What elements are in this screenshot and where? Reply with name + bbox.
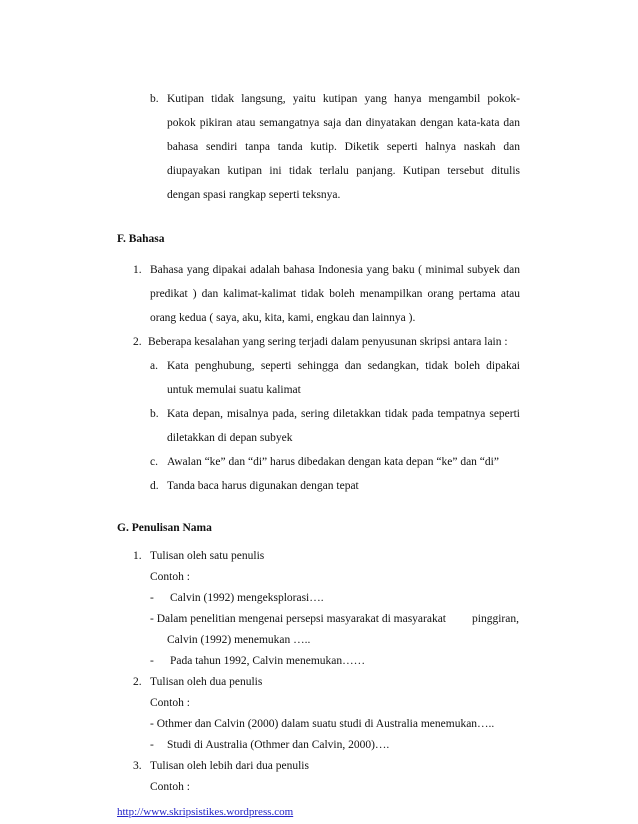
list-marker: c.: [150, 456, 158, 468]
list-marker: 2.: [133, 676, 142, 688]
paragraph-line: Kutipan tidak langsung, yaitu kutipan yang hanya mengambil pokok-: [167, 93, 520, 105]
paragraph-line: Kata depan, misalnya pada, sering diletakkan tidak pada tempatnya seperti: [167, 408, 520, 420]
example-line: Studi di Australia (Othmer dan Calvin, 2000)….: [167, 739, 390, 751]
paragraph-line: bahasa sendiri tanpa tanda kutip. Diketik seperti halnya naskah dan: [167, 141, 520, 153]
section-heading: F. Bahasa: [117, 233, 165, 245]
paragraph-line: pokok pikiran atau semangatnya saja dan dinyatakan dengan kata-kata dan: [167, 117, 520, 129]
paragraph-line: Kata penghubung, seperti sehingga dan sedangkan, tidak boleh dipakai: [167, 360, 520, 372]
list-marker: b.: [150, 93, 159, 105]
example-line: - Othmer dan Calvin (2000) dalam suatu studi di Australia menemukan…..: [150, 718, 495, 730]
paragraph-line: diupayakan kutipan ini tidak terlalu panjang. Kutipan tersebut ditulis: [167, 165, 520, 177]
example-label: Contoh :: [150, 781, 190, 793]
example-line: Calvin (1992) mengeksplorasi….: [170, 592, 324, 604]
paragraph-line: diletakkan di depan subyek: [167, 432, 293, 444]
list-marker: 2.: [133, 336, 142, 348]
dash-marker: -: [150, 655, 154, 667]
list-marker: d.: [150, 480, 159, 492]
example-line-end: pinggiran,: [472, 613, 519, 625]
list-marker: 1.: [133, 264, 142, 276]
dash-marker: -: [150, 592, 154, 604]
example-line: Pada tahun 1992, Calvin menemukan……: [170, 655, 366, 667]
paragraph-line: predikat ) dan kalimat-kalimat tidak boleh menampilkan orang pertama atau: [150, 288, 520, 300]
paragraph-line: Tulisan oleh lebih dari dua penulis: [150, 760, 309, 772]
paragraph-line: Tanda baca harus digunakan dengan tepat: [167, 480, 359, 492]
paragraph-line: Beberapa kesalahan yang sering terjadi dalam penyusunan skripsi antara lain :: [148, 336, 508, 348]
paragraph-line: untuk memulai suatu kalimat: [167, 384, 301, 396]
paragraph-line: dengan spasi rangkap seperti teksnya.: [167, 189, 341, 201]
paragraph-line: Bahasa yang dipakai adalah bahasa Indonesia yang baku ( minimal subyek dan: [150, 264, 520, 276]
list-marker: 3.: [133, 760, 142, 772]
section-heading: G. Penulisan Nama: [117, 522, 212, 534]
example-label: Contoh :: [150, 571, 190, 583]
list-marker: b.: [150, 408, 159, 420]
paragraph-line: Tulisan oleh satu penulis: [150, 550, 265, 562]
list-marker: a.: [150, 360, 158, 372]
footer-link[interactable]: http://www.skripsistikes.wordpress.com: [117, 806, 294, 818]
example-label: Contoh :: [150, 697, 190, 709]
paragraph-line: Tulisan oleh dua penulis: [150, 676, 263, 688]
example-line: Calvin (1992) menemukan …..: [167, 634, 311, 646]
paragraph-line: orang kedua ( saya, aku, kita, kami, engkau dan lainnya ).: [150, 312, 416, 324]
dash-marker: -: [150, 739, 154, 751]
list-marker: 1.: [133, 550, 142, 562]
example-line: - Dalam penelitian mengenai persepsi masyarakat di masyarakat: [150, 613, 447, 625]
paragraph-line: Awalan “ke” dan “di” harus dibedakan dengan kata depan “ke” dan “di”: [167, 456, 499, 468]
